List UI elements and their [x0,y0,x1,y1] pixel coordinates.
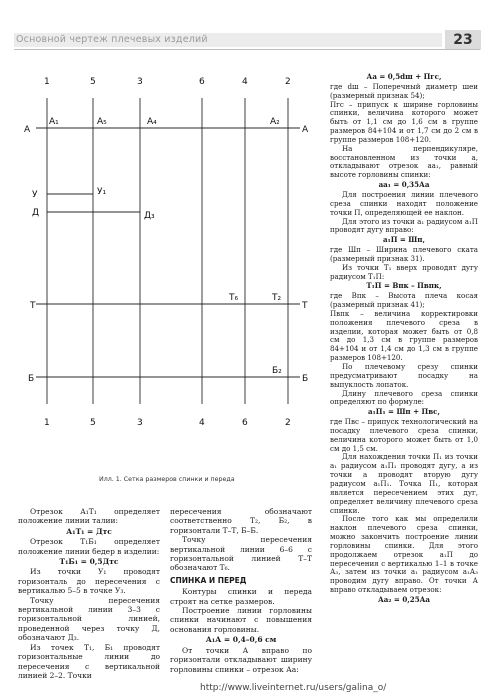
paragraph: Из точки Т₁ вверх проводят дугу радиусом Т₁П: [330,262,478,281]
size-grid-figure [0,58,330,498]
top-number-2: 2 [285,77,291,87]
bottom-number-1: 1 [44,418,50,428]
point-label-A4: А₄ [147,117,157,127]
paragraph: Пвпк – величина корректировки положения плечевого среза в изделии, которая может быть от 0,8 см до 1,3 см в группе размеров 84+104 и от 1,4 см до 1,3 см в группе размеров 108+120. [330,308,478,363]
paragraph: После того как мы определили наклон плечевого среза спинки, можно закончить построение линии горловины спинки. Для этого продолжаем отрезок а₁П до пересечения с вертикалью 1–1 в точке А₃, затем из точки а₁ радиусом а₁А₃ проводим дугу вправо. От точки А вправо откладываем отрезок: [330,514,478,595]
header-rule [14,49,480,50]
paragraph: По плечевому срезу спинки предусматривают посадку на выпуклость лопаток. [330,362,478,389]
row-label-D: Д [32,208,40,218]
row-label-B: Б [28,374,35,384]
paragraph: Для построения линии плечевого среза спинки находят положение точки П, определяющей ее наклон. [330,189,478,217]
point-label-B2: Б₂ [272,366,282,376]
top-number-4: 4 [242,77,248,87]
paragraph: Точку пересечения вертикальной линии 3–3 с горизонтальной линией, проведенной через точку Д, обозначают Д₃. [18,595,160,643]
figure-caption: Илл. 1. Сетка размеров спинки и переда [99,476,235,483]
row-label-T-right: Т [302,301,308,311]
text-column-middle [170,507,312,674]
paragraph: Из точек Т₁, Б₁ проводят горизонтальные линии до пересечения с вертикальной линией 2–2. Точки [18,642,160,680]
paragraph: где dш – Поперечный диаметр шеи (размерный признак 54); [330,81,478,100]
top-number-1: 1 [44,77,50,87]
footer-url: http://www.liveinternet.ru/users/galina_o/ [200,683,387,693]
paragraph: Построение линии горловины спинки начинают с повышения основания горловины. [170,606,312,634]
row-label-U: У [32,190,38,200]
formula: а₁П₁ = Шп + Пвс, [368,407,440,417]
point-label-A2: А₂ [270,117,280,127]
formula: Аа = 0,5dш + Пгс, [366,72,442,81]
formula: Аа₂ = 0,25Аа [377,594,430,604]
bottom-number-5: 5 [90,418,96,428]
top-number-5: 5 [90,77,96,87]
paragraph: Пгс – припуск к ширине горловины спинки, величина которого может быть от 1,1 см до 1,6 см в группе размеров 84+104 и от 1,7 см до 2 см в группе размеров 108+120. [330,99,478,144]
row-label-T: Т [30,301,36,311]
point-label-T6: Т₆ [229,293,239,303]
paragraph: Из точки У₁ проводят горизонталь до пересечения с вертикалью 5–5 в точке У₃. [18,567,160,596]
paragraph: где Впк – Высота плеча косая (размерный признак 41); [330,291,478,310]
paragraph: От точки А вправо по горизонтали откладывают ширину горловины спинки – отрезок Аа: [170,645,312,674]
point-label-T2: Т₂ [272,293,282,303]
text-column-right [330,72,478,606]
point-label-A5: А₅ [97,117,107,127]
paragraph: Для нахождения точки П₁ из точки а₁ радиусом а₁П₁ проводят дугу, а из точки а проводят вторую дугу радиусом а₁П₁. Точка П₁, которая является пересечением этих дуг, определяет величину плечевого среза спинки. [330,452,478,515]
paragraph: Точку пересечения вертикальной линии 6–6 с горизонтальной линией Т–Т обозначают Т₆. [170,535,312,573]
bottom-number-2: 2 [285,418,291,428]
paragraph: где Шп – Ширина плечевого ската (размерный признак 31). [330,245,478,263]
formula: аа₁ = 0,35Аа [378,180,430,190]
paragraph: Для этого из точки а₁ радиусом а₁П проводят дугу вправо: [330,216,478,235]
paragraph: Длину плечевого среза спинки определяют по формуле: [330,388,478,407]
point-label-A1: А₁ [49,117,59,127]
point-label-D3: Д₃ [144,211,155,221]
page-header [0,0,494,56]
row-label-A: А [24,125,31,135]
top-number-6: 6 [199,77,205,87]
size-grid-diagram [0,58,330,498]
formula: А₁А = 0,4–0,6 см [205,635,277,645]
bottom-number-4: 4 [199,418,205,428]
text-column-left [18,507,160,680]
point-label-U1: У₁ [97,187,107,197]
paragraph: Отрезок Т₁Б₁ определяет положение линии бедер в изделии: [18,537,160,556]
row-label-A-right: А [302,125,309,135]
row-label-B-right: Б [302,374,309,384]
running-title: Основной чертеж плечевых изделий [16,34,208,45]
bottom-number-3: 3 [137,418,143,428]
formula: а₁П = Шп, [383,235,425,245]
paragraph: Отрезок А₁Т₁ определяет положение линии талии: [18,507,160,526]
section-heading: СПИНКА И ПЕРЕД [170,575,247,585]
paragraph: На перпендикуляре, восстановленном из точки а, откладывают отрезок аа₁, равный высоте горловины спинки: [330,143,478,180]
paragraph: где Пвс – припуск технологический на посадку плечевого среза спинки, величина которого может быть от 1,0 см до 1,5 см. [330,417,478,453]
top-number-3: 3 [137,77,143,87]
formula: А₁Т₁ = Дтс [66,526,112,536]
bottom-number-6: 6 [242,418,248,428]
paragraph: Контуры спинки и переда строят на сетке размеров. [170,587,312,606]
formula: Т₁Б₁ = 0,5Дтс [59,557,119,567]
formula: Т₁П = Впк – Пвпк, [366,281,442,291]
paragraph: пересечения обозначают соответственно Т₂, Б₂, в горизонтали Т–Т, Б–Б. [170,507,312,535]
page-number: 23 [445,30,481,50]
